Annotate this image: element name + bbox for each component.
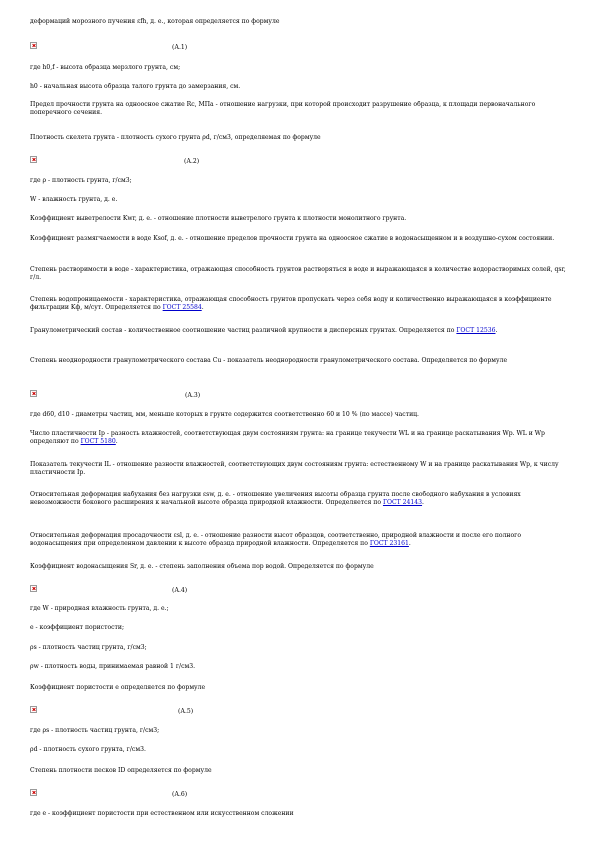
broken-image-icon: [30, 789, 37, 796]
equation-number: (А.2): [184, 158, 200, 165]
equation-number: (А.6): [172, 791, 188, 798]
paragraph: ρd - плотность сухого грунта, г/см3.: [30, 746, 146, 753]
paragraph: h0 - начальная высота образца талого грунта до замерзания, см.: [30, 83, 241, 90]
paragraph: Коэффициент размягчаемости в воде Ksof, д. е. - отношение пределов прочности грунта на одноосное сжатие в водонасыщенном и в воздушно-сухом состоянии.: [30, 235, 555, 242]
equation-number: (А.5): [178, 708, 194, 715]
paragraph: Плотность скелета грунта - плотность сухого грунта ρd, г/см3, определяемая по формуле: [30, 134, 321, 141]
paragraph: где ρ - плотность грунта, г/см3;: [30, 177, 132, 184]
paragraph: e - коэффициент пористости;: [30, 624, 125, 631]
broken-image-icon: [30, 585, 37, 592]
paragraph: Коэффициент водонасыщения Sr, д. е. - степень заполнения объема пор водой. Определяется по формуле: [30, 563, 374, 570]
paragraph: Коэффициент выветрелости Kwr, д. е. - отношение плотности выветрелого грунта к плотности монолитного грунта.: [30, 215, 407, 222]
paragraph: Предел прочности грунта на одноосное сжатие Rc, МПа - отношение нагрузки, при которой происходит разрушение образца, к площади первоначального поперечного сечения.: [30, 101, 536, 116]
paragraph: Гранулометрический состав - количественное соотношение частиц различной крупности в дисперсных грунтах. Определяется по ГОСТ 12536.: [30, 327, 498, 334]
paragraph: Число пластичности Ip - разность влажностей, соответствующая двум состояниям грунта: на границе текучести WL и на границе раскатывания Wp. WL и Wp определяют по ГОСТ 5180.: [30, 430, 545, 445]
gost-link[interactable]: ГОСТ 23161: [369, 540, 409, 547]
paragraph: Относительная деформация набухания без нагрузки εsw, д. е. - отношение увеличения высоты образца грунта после свободного набухания в условиях невозможности бокового расширения к начальной высоте образца природной влажности. Определяется по ГОСТ 24143.: [30, 491, 521, 506]
paragraph: Степень растворимости в воде - характеристика, отражающая способность грунтов растворяться в воде и выражающаяся в количестве водорастворимых солей, qsr, г/л.: [30, 266, 566, 281]
paragraph: Степень неоднородности гранулометрического состава Cu - показатель неоднородности гранулометрического состава. Определяется по формуле: [30, 357, 508, 364]
broken-image-icon: [30, 390, 37, 397]
gost-link[interactable]: ГОСТ 25584: [162, 304, 202, 311]
paragraph: где e - коэффициент пористости при естественном или искусственном сложении: [30, 810, 294, 817]
paragraph: Степень плотности песков ID определяется по формуле: [30, 767, 212, 774]
gost-link[interactable]: ГОСТ 12536: [456, 327, 496, 334]
paragraph: Коэффициент пористости e определяется по формуле: [30, 684, 206, 691]
paragraph: Показатель текучести IL - отношение разности влажностей, соответствующих двум состояниям грунта: естественному W и на границе раскатывания Wp, к числу пластичности Ip.: [30, 461, 559, 476]
paragraph: где W - природная влажность грунта, д. е.;: [30, 605, 169, 612]
broken-image-icon: [30, 42, 37, 49]
broken-image-icon: [30, 156, 37, 163]
paragraph: деформаций морозного пучения εfh, д. е., которая определяется по формуле: [30, 18, 280, 25]
gost-link[interactable]: ГОСТ 24143: [382, 499, 423, 506]
paragraph: ρw - плотность воды, принимаемая равной 1 г/см3.: [30, 663, 196, 670]
paragraph: W - влажность грунта, д. е.: [30, 196, 118, 203]
broken-image-icon: [30, 706, 37, 713]
equation-number: (А.4): [172, 587, 188, 594]
paragraph: где ρs - плотность частиц грунта, г/см3;: [30, 727, 160, 734]
equation-number: (А.3): [185, 392, 201, 399]
paragraph: ρs - плотность частиц грунта, г/см3;: [30, 644, 147, 651]
paragraph: Степень водопроницаемости - характеристика, отражающая способность грунтов пропускать через себя воду и количественно выражающаяся в коэффициенте фильтрации Kф, м/сут. Определяется по ГОСТ 25584.: [30, 296, 552, 311]
paragraph: где d60, d10 - диаметры частиц, мм, меньше которых в грунте содержится соответственно 60 и 10 % (по массе) частиц.: [30, 411, 419, 418]
paragraph: Относительная деформация просадочности εsl, д. е. - отношение разности высот образцов, соответственно, природной влажности и после его полного водонасыщения при определенном давлении к высоте образца природной влажности. Определяется по ГОСТ 23161.: [30, 532, 522, 547]
gost-link[interactable]: ГОСТ 5180: [80, 438, 116, 445]
equation-number: (А.1): [172, 44, 188, 51]
paragraph: где h0,f - высота образца мерзлого грунта, см;: [30, 64, 181, 71]
